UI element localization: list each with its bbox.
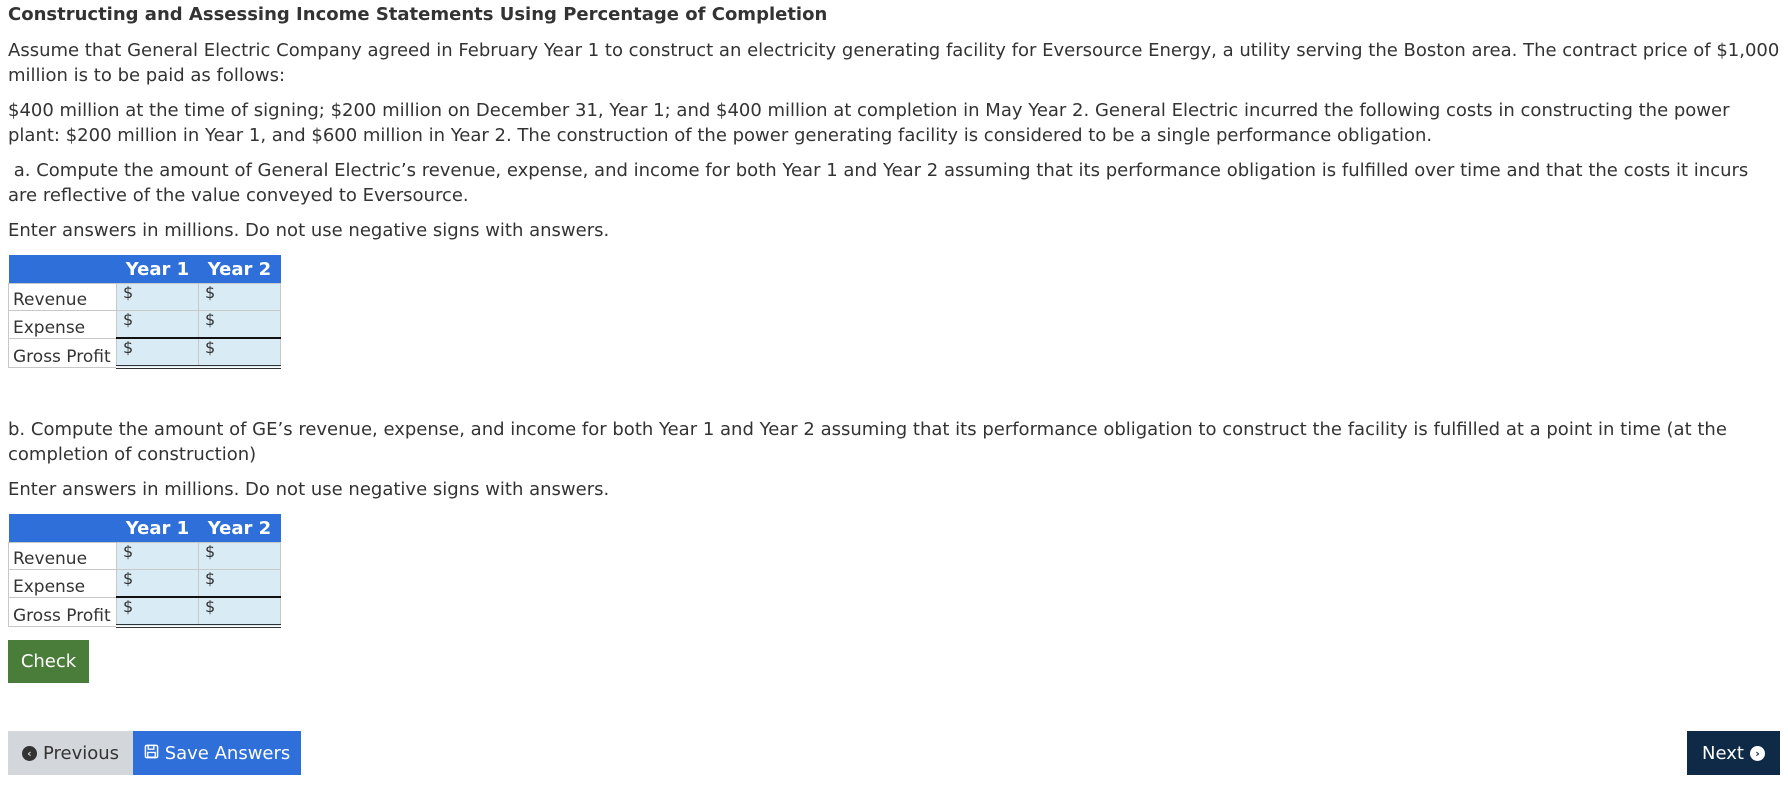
previous-button[interactable] — [8, 731, 133, 775]
b-gross-year1-input[interactable] — [135, 600, 197, 622]
dollar-sign: $ — [123, 310, 134, 329]
part-a-question: a. Compute the amount of General Electric’s revenue, expense, and income for both Year 1 and Year 2 assuming that its performance obligation is fulfilled over time and that the costs it incurs are reflective of the value conveyed to Eversource. — [8, 160, 1755, 206]
table-header-row — [9, 514, 281, 543]
row-label-expense: Expense — [9, 311, 117, 339]
check-button[interactable]: Check — [8, 640, 89, 683]
part-a-instruction: Enter answers in millions. Do not use negative signs with answers. — [8, 220, 610, 241]
save-answers-label: Save Answers — [164, 742, 291, 764]
a-expense-year1-cell — [117, 311, 199, 339]
b-expense-year1-cell — [117, 570, 199, 598]
a-gross-year2-input[interactable] — [217, 341, 279, 363]
table-header-year2: Year 2 — [199, 514, 281, 543]
b-gross-year2-cell — [199, 597, 281, 626]
b-revenue-year2-cell — [199, 543, 281, 570]
row-label-revenue: Revenue — [9, 284, 117, 311]
row-label-revenue: Revenue — [9, 543, 117, 570]
table-header-row — [9, 255, 281, 284]
table-row-revenue — [9, 284, 281, 311]
dollar-sign: $ — [123, 338, 134, 357]
next-label: Next — [1702, 742, 1744, 764]
part-b-table — [8, 514, 281, 628]
row-label-gross-profit: Gross Profit — [9, 338, 117, 367]
part-b-question: b. Compute the amount of GE’s revenue, expense, and income for both Year 1 and Year 2 assuming that its performance obligation to construct the facility is fulfilled at a point in time (at the completion of construction) — [8, 419, 1727, 465]
chevron-left-circle-icon: ‹ — [22, 746, 37, 761]
dollar-sign: $ — [205, 310, 216, 329]
table-row-expense — [9, 311, 281, 339]
row-label-gross-profit: Gross Profit — [9, 597, 117, 626]
a-revenue-year1-cell — [117, 284, 199, 311]
a-expense-year2-cell — [199, 311, 281, 339]
b-gross-year1-cell — [117, 597, 199, 626]
dollar-sign: $ — [123, 597, 134, 616]
floppy-disk-icon — [144, 743, 159, 764]
next-button[interactable] — [1687, 731, 1780, 775]
b-expense-year2-input[interactable] — [217, 572, 279, 594]
a-revenue-year2-input[interactable] — [217, 286, 279, 308]
dollar-sign: $ — [205, 283, 216, 302]
chevron-right-circle-icon: › — [1750, 746, 1765, 761]
row-label-expense: Expense — [9, 570, 117, 598]
intro-paragraph-1: Assume that General Electric Company agreed in February Year 1 to construct an electricity generating facility for Eversource Energy, a utility serving the Boston area. The contract price of $1,000 million is to be paid as follows: — [8, 40, 1780, 86]
dollar-sign: $ — [205, 569, 216, 588]
table-header-year2: Year 2 — [199, 255, 281, 284]
dollar-sign: $ — [123, 542, 134, 561]
dollar-sign: $ — [123, 283, 134, 302]
page-title: Constructing and Assessing Income Statements Using Percentage of Completion — [8, 4, 828, 25]
table-header-blank — [9, 255, 117, 284]
table-row-gross-profit — [9, 338, 281, 367]
navigation-bar — [8, 731, 1780, 775]
a-expense-year1-input[interactable] — [135, 313, 197, 335]
dollar-sign: $ — [205, 542, 216, 561]
table-row-gross-profit — [9, 597, 281, 626]
dollar-sign: $ — [123, 569, 134, 588]
a-expense-year2-input[interactable] — [217, 313, 279, 335]
part-b-instruction: Enter answers in millions. Do not use negative signs with answers. — [8, 479, 610, 500]
table-header-year1: Year 1 — [117, 255, 199, 284]
save-answers-button[interactable] — [133, 731, 301, 775]
a-gross-year1-cell — [117, 338, 199, 367]
previous-label: Previous — [42, 742, 120, 764]
content — [8, 0, 1780, 683]
b-revenue-year2-input[interactable] — [217, 545, 279, 567]
b-revenue-year1-input[interactable] — [135, 545, 197, 567]
table-row-expense — [9, 570, 281, 598]
b-gross-year2-input[interactable] — [217, 600, 279, 622]
dollar-sign: $ — [205, 597, 216, 616]
b-expense-year2-cell — [199, 570, 281, 598]
table-header-year1: Year 1 — [117, 514, 199, 543]
part-a-table — [8, 255, 281, 369]
b-expense-year1-input[interactable] — [135, 572, 197, 594]
b-revenue-year1-cell — [117, 543, 199, 570]
a-revenue-year1-input[interactable] — [135, 286, 197, 308]
intro-paragraph-2: $400 million at the time of signing; $200 million on December 31, Year 1; and $400 million at completion in May Year 2. General Electric incurred the following costs in constructing the power plant: $200 million in Year 1, and $600 million in Year 2. The construction of the power generating facility is considered to be a single performance obligation. — [8, 100, 1730, 146]
a-revenue-year2-cell — [199, 284, 281, 311]
dollar-sign: $ — [205, 338, 216, 357]
a-gross-year2-cell — [199, 338, 281, 367]
table-row-revenue — [9, 543, 281, 570]
a-gross-year1-input[interactable] — [135, 341, 197, 363]
table-header-blank — [9, 514, 117, 543]
